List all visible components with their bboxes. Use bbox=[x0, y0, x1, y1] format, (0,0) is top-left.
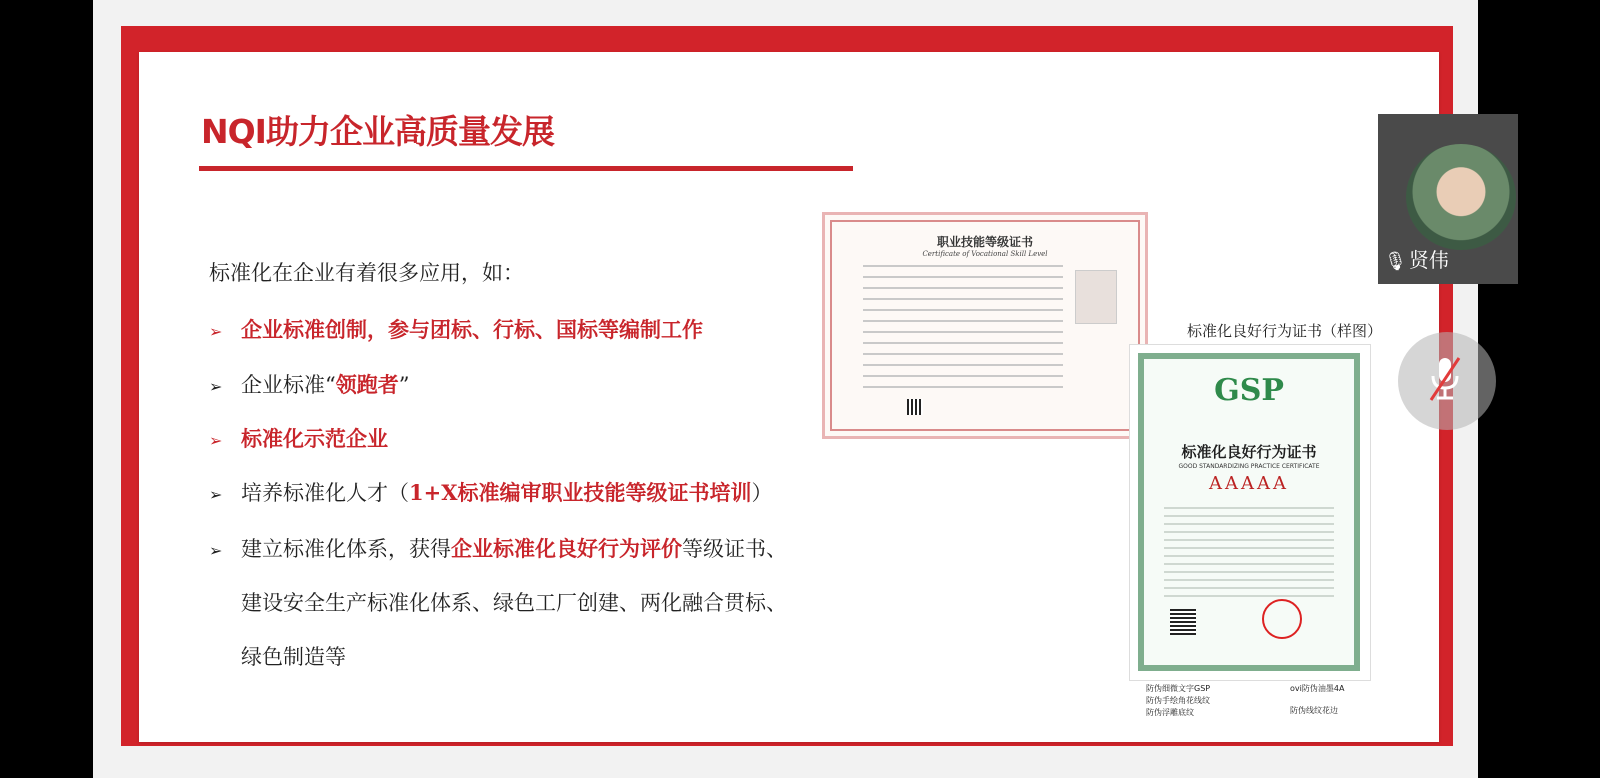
security-label: ovi防伪油墨4A bbox=[1290, 684, 1345, 693]
item-highlight: 企业标准化良好行为评价 bbox=[451, 536, 682, 561]
mic-muted-icon bbox=[1425, 354, 1465, 404]
gsp-certificate-image bbox=[1129, 344, 1371, 717]
slide-frame bbox=[121, 26, 1453, 746]
item-text: 标准化示范企业 bbox=[241, 426, 388, 451]
certificate-subtitle: Certificate of Vocational Skill Level bbox=[922, 250, 1048, 258]
official-seal-icon bbox=[1262, 599, 1302, 639]
certificate-caption: 标准化良好行为证书（样图） bbox=[1187, 322, 1383, 340]
security-label: 防伪线纹花边 bbox=[1290, 706, 1338, 715]
security-label: 防伪手绘角花线纹 bbox=[1146, 696, 1210, 705]
arrow-bullet-icon: ➢ bbox=[209, 322, 223, 341]
list-item bbox=[209, 477, 773, 507]
list-item bbox=[209, 314, 703, 344]
certificate-body-text bbox=[1164, 507, 1334, 603]
arrow-bullet-icon: ➢ bbox=[209, 541, 223, 560]
intro-text: 标准化在企业有着很多应用，如： bbox=[209, 261, 524, 285]
item-text-suffix: ” bbox=[398, 373, 410, 397]
item-text-suffix: ） bbox=[751, 481, 773, 505]
item-text-suffix: 等级证书、 bbox=[682, 537, 787, 561]
participant-name: 贤伟 bbox=[1408, 248, 1449, 272]
slide bbox=[139, 52, 1439, 742]
certificate-subtitle: GOOD STANDARDIZING PRACTICE CERTIFICATE bbox=[1178, 463, 1320, 470]
item-text: 企业标准“ bbox=[241, 373, 336, 397]
item-text: 建立标准化体系，获得 bbox=[241, 537, 451, 561]
item-continuation: 建设安全生产标准化体系、绿色工厂创建、两化融合贯标、 bbox=[241, 591, 787, 615]
list-item bbox=[209, 533, 787, 563]
arrow-bullet-icon: ➢ bbox=[209, 377, 223, 396]
item-text: 企业标准创制，参与团标、行标、国标等编制工作 bbox=[241, 317, 703, 342]
participant-video-tile[interactable] bbox=[1378, 114, 1518, 284]
mic-icon: 🎙 bbox=[1384, 251, 1407, 272]
certificate-border bbox=[1138, 353, 1360, 671]
slide-title: NQI助力企业高质量发展 bbox=[201, 112, 554, 151]
gsp-logo: GSP bbox=[1214, 373, 1284, 408]
security-label: 防伪浮雕底纹 bbox=[1146, 708, 1194, 717]
certificate-rating: AAAAA bbox=[1209, 473, 1289, 494]
item-continuation: 绿色制造等 bbox=[241, 645, 346, 669]
security-label: 防伪细微文字GSP bbox=[1146, 684, 1211, 693]
title-underline bbox=[199, 166, 853, 171]
list-item bbox=[209, 423, 388, 453]
certificate-title: 职业技能等级证书 bbox=[936, 235, 1033, 249]
item-highlight: 1+X标准编审职业技能等级证书培训 bbox=[409, 480, 752, 505]
qr-code-icon bbox=[907, 399, 923, 415]
certificate-body-text bbox=[863, 265, 1063, 397]
participant-name-label bbox=[1384, 244, 1449, 273]
avatar bbox=[1406, 144, 1516, 250]
mute-toggle-button[interactable] bbox=[1398, 332, 1496, 430]
vocational-certificate-image bbox=[822, 212, 1148, 439]
qr-code-icon bbox=[1170, 609, 1196, 635]
portrait-photo bbox=[1075, 270, 1117, 324]
shared-screen bbox=[93, 0, 1478, 778]
item-text: 培养标准化人才（ bbox=[241, 481, 409, 505]
arrow-bullet-icon: ➢ bbox=[209, 431, 223, 450]
certificate-title: 标准化良好行为证书 bbox=[1181, 443, 1317, 461]
list-item bbox=[209, 369, 410, 399]
arrow-bullet-icon: ➢ bbox=[209, 485, 223, 504]
item-highlight: 领跑者 bbox=[335, 372, 399, 397]
